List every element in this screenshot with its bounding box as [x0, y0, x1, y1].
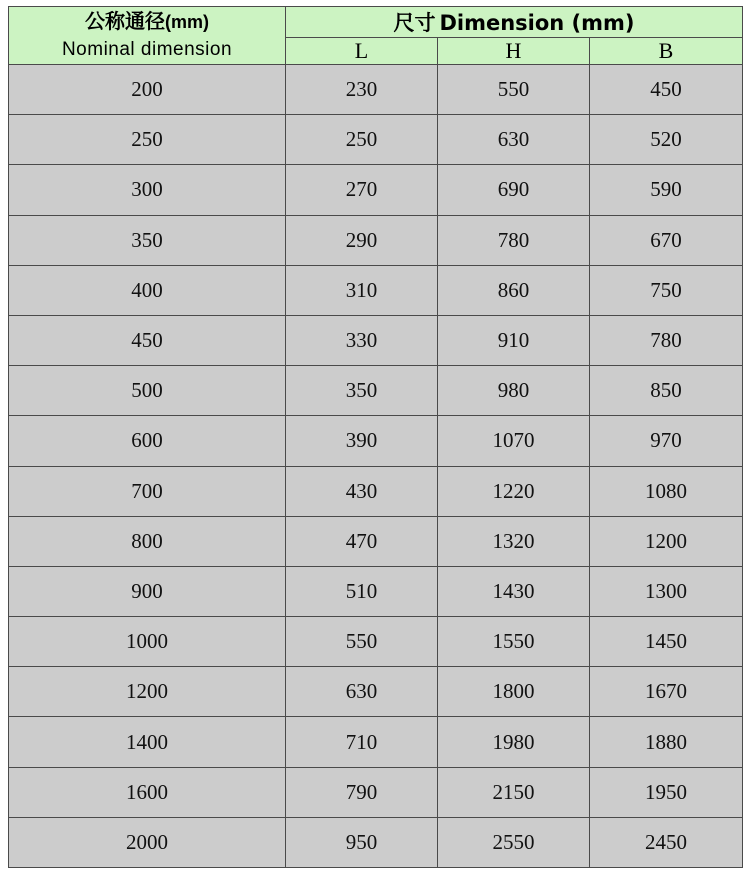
cell-value: 430 — [286, 466, 438, 516]
table-row — [9, 466, 743, 516]
cell-nominal: 1200 — [9, 667, 286, 717]
table-row — [9, 717, 743, 767]
header-nominal-dimension — [9, 7, 286, 65]
table-row — [9, 315, 743, 365]
table-row — [9, 516, 743, 566]
cell-value: 1980 — [438, 717, 590, 767]
cell-value: 290 — [286, 215, 438, 265]
cell-value: 450 — [590, 65, 743, 115]
cell-value: 1320 — [438, 516, 590, 566]
table-row — [9, 667, 743, 717]
table-row — [9, 115, 743, 165]
table-row — [9, 65, 743, 115]
cell-value: 670 — [590, 215, 743, 265]
cell-value: 1950 — [590, 767, 743, 817]
cell-nominal: 900 — [9, 566, 286, 616]
cell-value: 1070 — [438, 416, 590, 466]
cell-nominal: 400 — [9, 265, 286, 315]
cell-value: 1550 — [438, 617, 590, 667]
cell-value: 630 — [286, 667, 438, 717]
table-row — [9, 165, 743, 215]
cell-value: 1670 — [590, 667, 743, 717]
table-header — [9, 7, 743, 65]
table-row — [9, 265, 743, 315]
cell-value: 550 — [438, 65, 590, 115]
cell-nominal: 350 — [9, 215, 286, 265]
table-row — [9, 215, 743, 265]
cell-value: 780 — [438, 215, 590, 265]
header-col-l: L — [286, 38, 438, 65]
header-dimension-en: Dimension (mm) — [439, 11, 635, 35]
cell-value: 780 — [590, 315, 743, 365]
cell-value: 230 — [286, 65, 438, 115]
cell-value: 690 — [438, 165, 590, 215]
cell-value: 980 — [438, 366, 590, 416]
cell-nominal: 500 — [9, 366, 286, 416]
cell-value: 710 — [286, 717, 438, 767]
cell-value: 2550 — [438, 817, 590, 867]
table-row — [9, 617, 743, 667]
cell-value: 2450 — [590, 817, 743, 867]
cell-value: 1880 — [590, 717, 743, 767]
cell-nominal: 700 — [9, 466, 286, 516]
cell-value: 510 — [286, 566, 438, 616]
table-row — [9, 817, 743, 867]
cell-value: 390 — [286, 416, 438, 466]
cell-value: 2150 — [438, 767, 590, 817]
table-row — [9, 366, 743, 416]
cell-value: 1200 — [590, 516, 743, 566]
table-row — [9, 566, 743, 616]
cell-value: 1080 — [590, 466, 743, 516]
dimension-table — [8, 6, 743, 868]
cell-value: 550 — [286, 617, 438, 667]
cell-nominal: 1400 — [9, 717, 286, 767]
cell-value: 470 — [286, 516, 438, 566]
table-row — [9, 416, 743, 466]
cell-value: 910 — [438, 315, 590, 365]
cell-nominal: 1600 — [9, 767, 286, 817]
cell-nominal: 800 — [9, 516, 286, 566]
cell-nominal: 300 — [9, 165, 286, 215]
table-row — [9, 767, 743, 817]
cell-value: 520 — [590, 115, 743, 165]
header-row-1 — [9, 7, 743, 38]
table-body — [9, 65, 743, 868]
cell-value: 310 — [286, 265, 438, 315]
cell-value: 250 — [286, 115, 438, 165]
cell-value: 850 — [590, 366, 743, 416]
header-dimension-group — [286, 7, 743, 38]
cell-value: 970 — [590, 416, 743, 466]
header-nominal-cn: 公称通径(mm) — [85, 9, 209, 34]
cell-nominal: 450 — [9, 315, 286, 365]
cell-value: 330 — [286, 315, 438, 365]
cell-value: 350 — [286, 366, 438, 416]
cell-value: 1450 — [590, 617, 743, 667]
cell-nominal: 200 — [9, 65, 286, 115]
cell-value: 860 — [438, 265, 590, 315]
cell-nominal: 2000 — [9, 817, 286, 867]
cell-value: 630 — [438, 115, 590, 165]
header-nominal-en: Nominal dimension — [61, 39, 233, 61]
header-col-b: B — [590, 38, 743, 65]
cell-value: 1800 — [438, 667, 590, 717]
cell-value: 950 — [286, 817, 438, 867]
header-nominal-unit: (mm) — [165, 12, 209, 33]
cell-value: 750 — [590, 265, 743, 315]
cell-value: 1220 — [438, 466, 590, 516]
cell-value: 1430 — [438, 566, 590, 616]
header-dimension-cn: 尺寸 — [393, 11, 436, 35]
cell-nominal: 600 — [9, 416, 286, 466]
header-col-h: H — [438, 38, 590, 65]
cell-nominal: 250 — [9, 115, 286, 165]
cell-value: 590 — [590, 165, 743, 215]
cell-value: 1300 — [590, 566, 743, 616]
cell-value: 790 — [286, 767, 438, 817]
cell-nominal: 1000 — [9, 617, 286, 667]
cell-value: 270 — [286, 165, 438, 215]
